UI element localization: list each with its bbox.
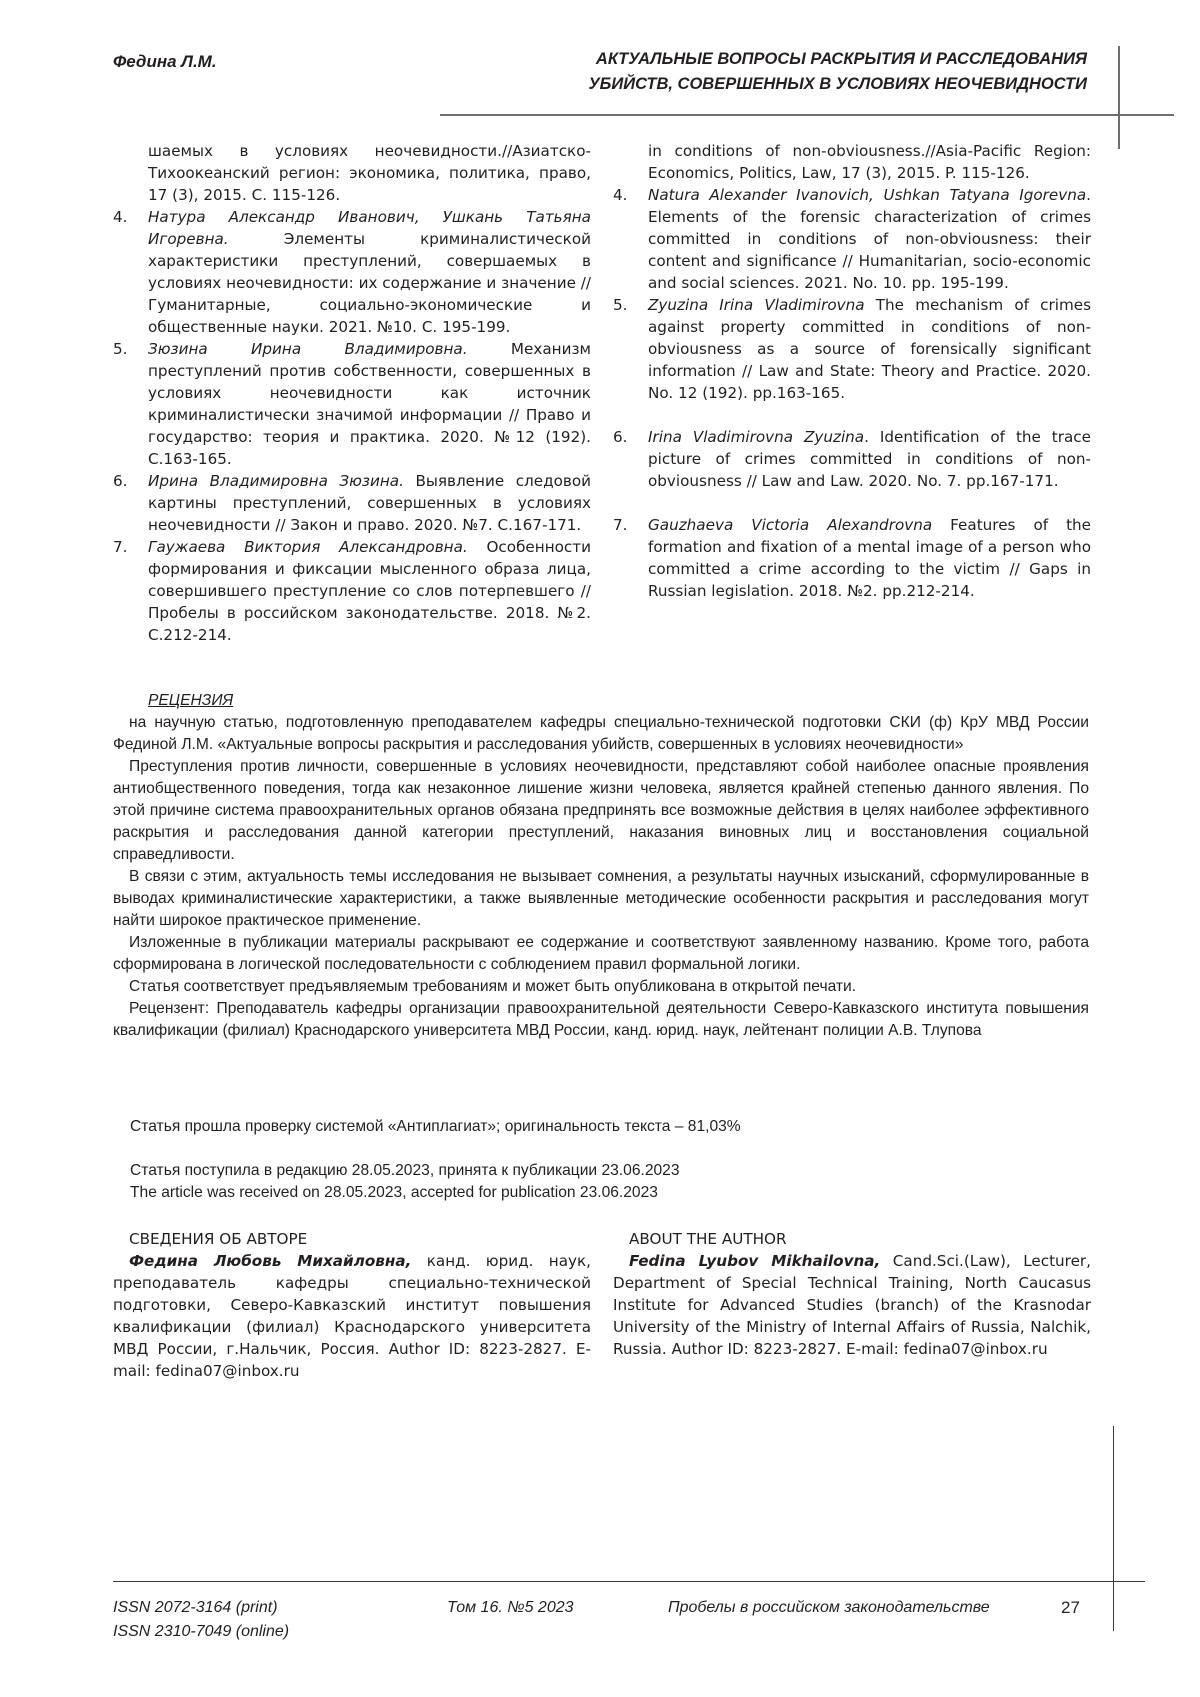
reference-item	[613, 294, 1091, 404]
review-paragraph: Преступления против личности, совершенные в условиях неочевидности, представляют собой наиболее опасные проявления антиобщественного поведения, тогда как незаконное лишение жизни человека, является крайней степенью данного явления. По этой причине система правоохранительных органов обязана предпринять все возможные действия в целях наиболее эффективного раскрытия и расследования данной категории преступлений, наказания виновных лиц и восстановления социальной справедливости.	[113, 758, 1089, 863]
issn-online: ISSN 2310-7049 (online)	[113, 1623, 290, 1640]
running-header-title-line1: АКТУАЛЬНЫЕ ВОПРОСЫ РАСКРЫТИЯ И РАССЛЕДОВАНИЯ	[595, 50, 1087, 68]
footer-journal-name: Пробелы в российском законодательстве	[668, 1599, 990, 1616]
review-paragraph: на научную статью, подготовленную преподавателем кафедры специально-технической подготовки СКИ (ф) КрУ МВД России Фединой Л.М. «Актуальные вопросы раскрытия и расследования убийств, совершенных в условиях неочевидности»	[113, 714, 1089, 753]
author-name: Fedina Lyubov Mikhailovna,	[629, 1252, 881, 1270]
reference-text: . Elements of the forensic characterization of crimes committed in conditions of non-obviousness: their content and significance // Humanitarian, socio-economic and social sciences. 2021. No. 10. pp. 195-199.	[648, 186, 1091, 292]
reference-item	[113, 536, 591, 646]
review-section	[113, 690, 1089, 1042]
reference-number: 7.	[613, 516, 628, 534]
running-header-author: Федина Л.М.	[113, 52, 217, 71]
author-details: Cand.Sci.(Law), Lecturer, Department of Special Technical Training, North Caucasus Institute for Advanced Studies (branch) of the Krasnodar University of the Ministry of Internal Affairs of Russia, Nalchik, Russia. Author ID: 8223-2827. E-mail: fedina07@inbox.ru	[613, 1252, 1091, 1358]
reference-authors: Зюзина Ирина Владимировна.	[148, 340, 468, 358]
author-details: канд. юрид. наук, преподаватель кафедры специально-технической подготовки, Северо-Кавказский институт повышения квалификации (филиал) Краснодарского университета МВД России, г.Нальчик, Россия. Author ID: 8223-2827. E-mail: fedina07@inbox.ru	[113, 1252, 591, 1380]
running-header-title	[407, 47, 1087, 97]
reference-text: Элементы криминалистической характеристики преступлений, совершаемых в условиях неочевидности: их содержание и значение // Гуманитарные, социально-экономические и общественные науки. 2021. №10. С. 195-199.	[148, 230, 591, 336]
reference-text: Features of the formation and fixation of a mental image of a person who committed a crime according to the victim // Gaps in Russian legislation. 2018. №2. pp.212-214.	[648, 516, 1091, 600]
review-title: РЕЦЕНЗИЯ	[148, 692, 234, 709]
page-number: 27	[1061, 1598, 1080, 1617]
reviewer-info: Рецензент: Преподаватель кафедры организации правоохранительной деятельности Северо-Кавказского института повышения квалификации (филиал) Краснодарского университета МВД России, канд. юрид. наук, лейтенант полиции А.В. Тлупова	[113, 1000, 1089, 1039]
reference-number: 5.	[113, 340, 128, 358]
reference-number: 4.	[113, 208, 128, 226]
header-crop-mark	[1118, 46, 1120, 149]
about-author-heading: СВЕДЕНИЯ ОБ АВТОРЕ	[129, 1230, 308, 1248]
reference-authors: Irina Vladimirovna Zyuzina	[648, 428, 865, 446]
reference-authors: Gauzhaeva Victoria Alexandrovna	[648, 516, 933, 534]
reference-authors: Натура Александр Иванович, Ушкань Татьяна Игоревна.	[148, 208, 591, 248]
author-name: Федина Любовь Михайловна,	[129, 1252, 412, 1270]
reference-item	[113, 338, 591, 470]
plagiarism-check-note: Статья прошла проверку системой «Антиплагиат»; оригинальность текста – 81,03%	[130, 1118, 741, 1135]
submission-dates-ru: Статья поступила в редакцию 28.05.2023, принята к публикации 23.06.2023	[130, 1162, 680, 1179]
references-english	[613, 140, 1091, 602]
footer-divider	[113, 1581, 1145, 1582]
reference-number: 5.	[613, 296, 628, 314]
reference-item	[613, 514, 1091, 602]
header-divider	[440, 114, 1174, 116]
reference-number: 7.	[113, 538, 128, 556]
about-author-heading: ABOUT THE AUTHOR	[629, 1230, 787, 1248]
reference-authors: Natura Alexander Ivanovich, Ushkan Tatyana Igorevna	[648, 186, 1087, 204]
reference-text: Выявление следовой картины преступлений, совершенных в условиях неочевидности // Закон и право. 2020. №7. С.167-171.	[148, 472, 591, 534]
reference-authors: Ирина Владимировна Зюзина.	[148, 472, 404, 490]
about-author-english	[613, 1228, 1091, 1360]
reference-text: Механизм преступлений против собственности, совершенных в условиях неочевидности как источник криминалистически значимой информации // Право и государство: теория и практика. 2020. №12 (192). С.163-165.	[148, 340, 591, 468]
footer-crop-mark	[1113, 1426, 1114, 1631]
reference-authors: Гаужаева Виктория Александровна.	[148, 538, 468, 556]
reference-authors: Zyuzina Irina Vladimirovna	[648, 296, 865, 314]
reference-continuation: шаемых в условиях неочевидности.//Азиатско-Тихоокеанский регион: экономика, политика, право, 17 (3), 2015. С. 115-126.	[148, 142, 591, 204]
running-header-title-line2: УБИЙСТВ, СОВЕРШЕННЫХ В УСЛОВИЯХ НЕОЧЕВИДНОСТИ	[588, 75, 1087, 93]
reference-item	[113, 140, 591, 206]
review-paragraph: Статья соответствует предъявляемым требованиям и может быть опубликована в открытой печати.	[129, 978, 857, 995]
footer-volume: Том 16. №5 2023	[447, 1599, 574, 1616]
reference-item	[113, 206, 591, 338]
reference-continuation: in conditions of non-obviousness.//Asia-Pacific Region: Economics, Politics, Law, 17 (3), 2015. P. 115-126.	[648, 142, 1091, 182]
reference-text: The mechanism of crimes against property committed in conditions of non-obviousness as a source of forensically significant information // Law and State: Theory and Practice. 2020. No. 12 (192). pp.163-165.	[648, 296, 1091, 402]
about-author-russian	[113, 1228, 591, 1382]
reference-item	[613, 184, 1091, 294]
review-paragraph: Изложенные в публикации материалы раскрывают ее содержание и соответствуют заявленному названию. Кроме того, работа сформирована в логической последовательности с соблюдением правил формальной логики.	[113, 934, 1089, 973]
reference-number: 6.	[113, 472, 128, 490]
reference-item	[613, 140, 1091, 184]
reference-number: 4.	[613, 186, 628, 204]
review-paragraph: В связи с этим, актуальность темы исследования не вызывает сомнения, а результаты научных изысканий, сформулированные в выводах криминалистические характеристики, а также выявленные методические особенности раскрытия и расследования могут найти широкое практическое применение.	[113, 868, 1089, 929]
issn-print: ISSN 2072-3164 (print)	[113, 1599, 278, 1616]
reference-number: 6.	[613, 428, 628, 446]
references-russian	[113, 140, 591, 646]
reference-text: Особенности формирования и фиксации мысленного образа лица, совершившего преступление со слов потерпевшего // Пробелы в российском законодательстве. 2018. №2. С.212-214.	[148, 538, 591, 644]
submission-dates	[130, 1160, 680, 1204]
reference-item	[113, 470, 591, 536]
footer-issn	[113, 1596, 289, 1644]
submission-dates-en: The article was received on 28.05.2023, accepted for publication 23.06.2023	[130, 1184, 658, 1201]
reference-item	[613, 426, 1091, 492]
reference-text: . Identification of the trace picture of crimes committed in conditions of non-obviousness // Law and Law. 2020. No. 7. pp.167-171.	[648, 428, 1092, 490]
